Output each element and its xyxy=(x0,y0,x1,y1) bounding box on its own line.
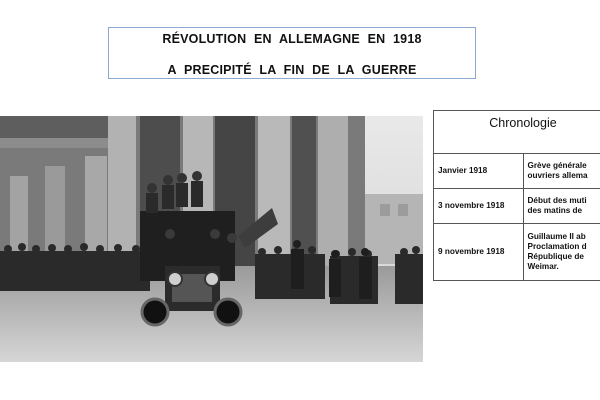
event-line: ouvriers allema xyxy=(527,171,588,180)
row-date: Janvier 1918 xyxy=(434,154,524,189)
chronology-row xyxy=(434,224,600,281)
title-line-2: A PRECIPITÉ LA FIN DE LA GUERRE xyxy=(167,63,417,77)
event-line: Début des muti xyxy=(527,196,587,205)
event-line: des matins de xyxy=(527,206,583,215)
event-line: République de xyxy=(527,252,584,261)
row-date: 3 novembre 1918 xyxy=(434,189,524,224)
historical-photo xyxy=(0,116,423,362)
photo-illustration xyxy=(0,116,423,362)
event-line: Proclamation d xyxy=(527,242,587,251)
row-date: 9 novembre 1918 xyxy=(434,224,524,281)
row-event xyxy=(523,154,600,189)
event-line: Weimar. xyxy=(527,262,559,271)
row-event xyxy=(523,224,600,281)
chronology-table xyxy=(433,110,600,281)
row-event xyxy=(523,189,600,224)
title-line-1: RÉVOLUTION EN ALLEMAGNE EN 1918 xyxy=(162,32,422,46)
slide-title-box xyxy=(108,27,476,79)
chronology-row xyxy=(434,189,600,224)
event-line: Guillaume II ab xyxy=(527,232,586,241)
chronology-header: Chronologie xyxy=(434,111,600,154)
event-line: Grève générale xyxy=(527,161,587,170)
chronology-row xyxy=(434,154,600,189)
